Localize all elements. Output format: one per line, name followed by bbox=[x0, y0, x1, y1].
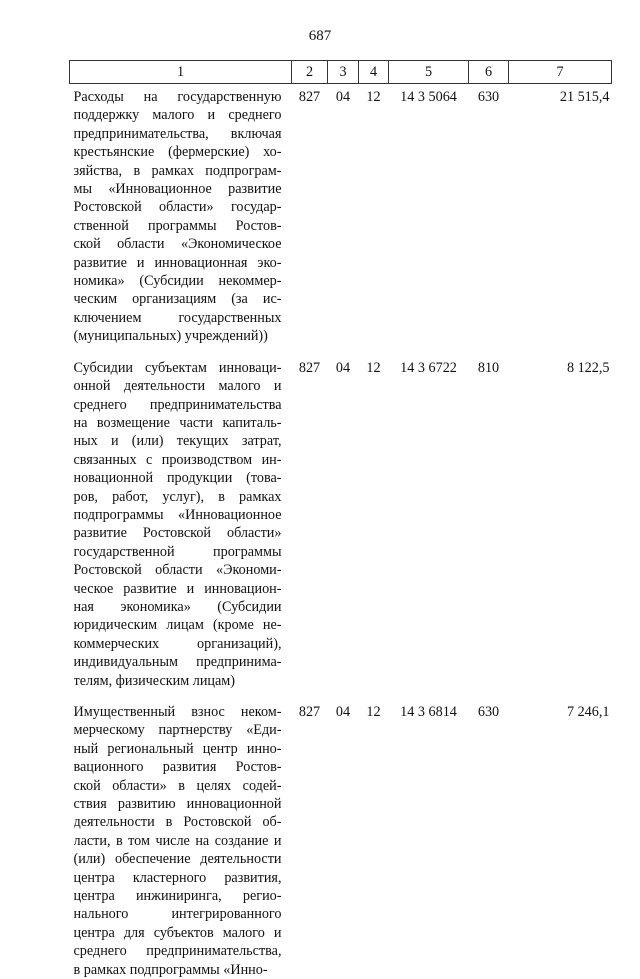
description-line: ная экономика» (Субсидии bbox=[73, 598, 282, 615]
description-line: развитие и инновационная эко- bbox=[73, 254, 282, 271]
description-line: ской области «Экономическое bbox=[73, 236, 282, 253]
target-article-code: 14 3 6722 bbox=[400, 359, 457, 376]
description-line: зяйства, в рамках подпрограм- bbox=[73, 162, 282, 179]
description-line: ческим организациям (за ис- bbox=[73, 291, 282, 308]
description-line: центра инжиниринга, регио- bbox=[73, 888, 282, 905]
description-line: ческое развитие и инновацион- bbox=[73, 580, 282, 597]
column-header: 4 bbox=[359, 61, 389, 84]
description-line: ласти, в том числе на создание и bbox=[73, 832, 282, 849]
section-code: 04 bbox=[335, 89, 351, 105]
description-line: поддержку малого и среднего bbox=[73, 107, 282, 124]
column-header: 6 bbox=[469, 61, 509, 84]
row-description bbox=[70, 699, 292, 979]
description-line: вационного развития Ростов- bbox=[73, 759, 282, 776]
description-line: (муниципальных) учреждений)) bbox=[73, 328, 268, 345]
section-code: 04 bbox=[335, 359, 351, 376]
ministry-code: 827 bbox=[298, 359, 321, 376]
description-line: ных и (или) текущих затрат, bbox=[73, 433, 282, 450]
description-line: номика» (Субсидии некоммер- bbox=[73, 273, 282, 290]
subsection-code: 12 bbox=[366, 704, 381, 720]
description-line: онной деятельности малого и bbox=[73, 378, 282, 395]
column-header: 3 bbox=[328, 61, 359, 84]
description-line: ственной программы Ростов- bbox=[73, 217, 282, 234]
amount-value: 7 246,1 bbox=[566, 704, 610, 720]
table-row bbox=[70, 699, 612, 979]
expense-type-code: 630 bbox=[477, 89, 500, 105]
expense-type-code: 630 bbox=[477, 704, 500, 720]
description-line: Ростовской области» государ- bbox=[73, 199, 282, 216]
description-line: связанных с производством ин- bbox=[73, 451, 282, 468]
amount-value: 8 122,5 bbox=[566, 359, 610, 376]
description-line: развитие Ростовской области» bbox=[73, 525, 282, 542]
table-row bbox=[70, 355, 612, 699]
column-header: 1 bbox=[70, 61, 292, 84]
target-article-code: 14 3 6814 bbox=[400, 704, 457, 720]
subsection-code: 12 bbox=[366, 359, 381, 376]
column-header: 5 bbox=[389, 61, 469, 84]
description-line: центра кластерного развития, bbox=[73, 869, 282, 886]
description-line: ствия развитию инновационной bbox=[73, 796, 282, 813]
subsection-code: 12 bbox=[366, 89, 381, 105]
description-line: среднего предпринимательства, bbox=[73, 943, 282, 960]
description-line: ключением государственных bbox=[73, 309, 282, 326]
description-line: в рамках подпрограммы «Инно- bbox=[73, 961, 268, 978]
description-line: на возмещение части капиталь- bbox=[73, 414, 282, 431]
ministry-code: 827 bbox=[298, 704, 321, 720]
description-line: деятельности в Ростовской об- bbox=[73, 814, 282, 831]
description-line: подпрограммы «Инновационное bbox=[73, 506, 282, 523]
description-line: ный региональный центр инно- bbox=[73, 740, 282, 757]
description-line: (или) обеспечение деятельности bbox=[73, 851, 282, 868]
description-line: государственной программы bbox=[73, 543, 282, 560]
description-line: новационной продукции (това- bbox=[73, 470, 282, 487]
description-line: телям, физическим лицам) bbox=[73, 672, 236, 689]
target-article-code: 14 3 5064 bbox=[400, 89, 457, 105]
header-row bbox=[70, 61, 612, 84]
budget-table bbox=[69, 60, 612, 979]
column-header: 7 bbox=[509, 61, 612, 84]
description-line: ров, работ, услуг), в рамках bbox=[73, 488, 282, 505]
description-line: центра для субъектов малого и bbox=[73, 924, 282, 941]
section-code: 04 bbox=[335, 704, 351, 720]
description-line: юридическим лицам (кроме не- bbox=[73, 617, 282, 634]
description-line: среднего предпринимательства bbox=[73, 396, 282, 413]
table-row bbox=[70, 84, 612, 355]
description-line: Имущественный взнос неком- bbox=[73, 704, 282, 720]
description-line: индивидуальным предпринима- bbox=[73, 654, 282, 671]
description-line: мерческому партнерству «Еди- bbox=[73, 722, 282, 739]
description-line: нального интегрированного bbox=[73, 906, 282, 923]
column-header: 2 bbox=[292, 61, 328, 84]
description-line: Субсидии субъектам инноваци- bbox=[73, 359, 282, 376]
page-number: 687 bbox=[308, 28, 332, 44]
description-line: Ростовской области «Экономи- bbox=[73, 562, 282, 579]
expense-type-code: 810 bbox=[477, 359, 500, 376]
row-description bbox=[70, 84, 292, 355]
description-line: предпринимательства, включая bbox=[73, 125, 282, 142]
description-line: ской области» в целях содей- bbox=[73, 777, 282, 794]
ministry-code: 827 bbox=[298, 89, 321, 105]
row-description bbox=[70, 355, 292, 699]
description-line: мы «Инновационное развитие bbox=[73, 181, 282, 198]
description-line: коммерческих организаций), bbox=[73, 635, 282, 652]
description-line: Расходы на государственную bbox=[73, 89, 282, 105]
description-line: крестьянские (фермерские) хо- bbox=[73, 144, 282, 161]
amount-value: 21 515,4 bbox=[559, 89, 610, 105]
